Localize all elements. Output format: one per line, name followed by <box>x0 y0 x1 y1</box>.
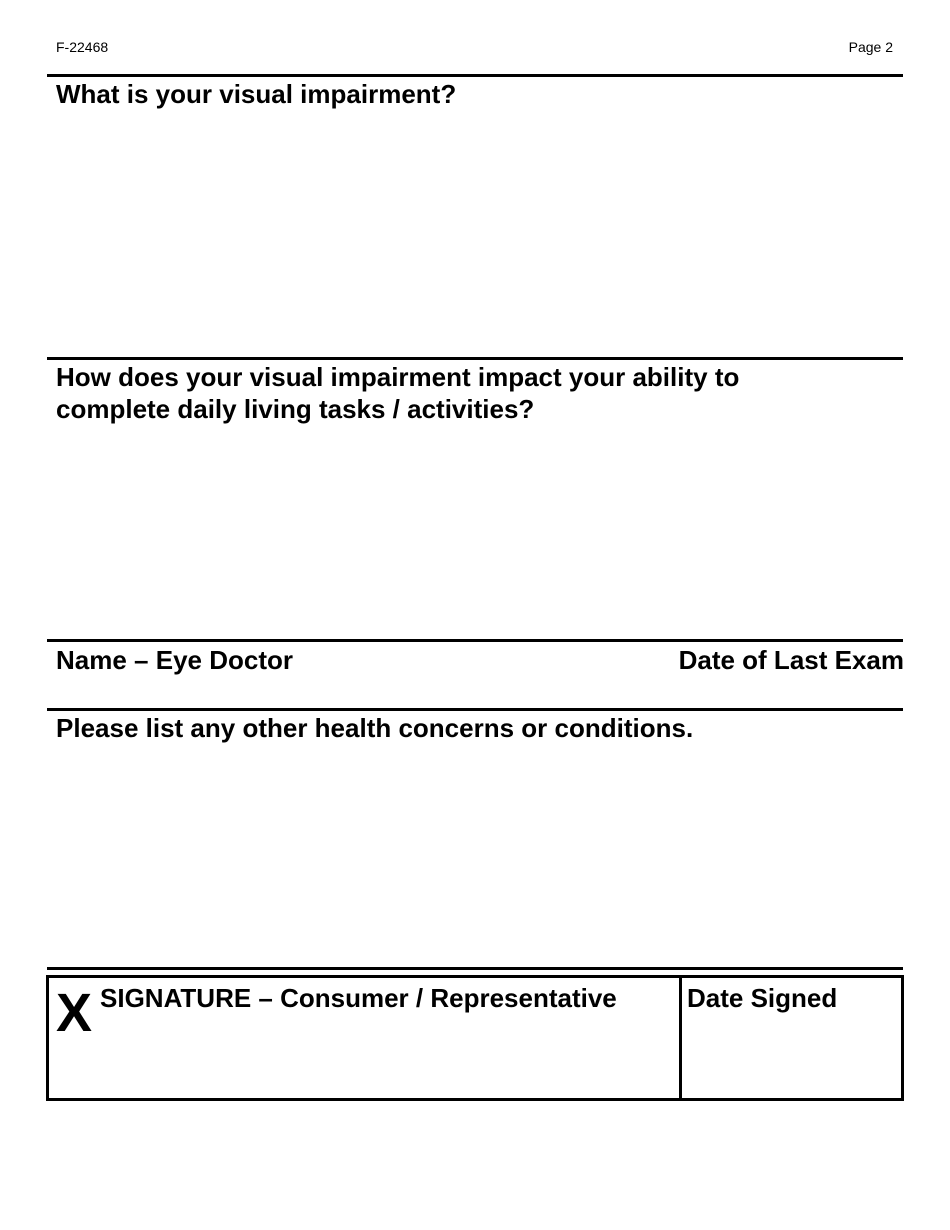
section-divider <box>47 639 903 642</box>
visual-impairment-answer-field[interactable] <box>50 114 900 352</box>
daily-impact-answer-field[interactable] <box>50 430 900 635</box>
daily-impact-question-line2: complete daily living tasks / activities? <box>56 394 535 424</box>
signature-x-mark: X <box>56 983 93 1043</box>
form-number: F-22468 <box>56 39 109 55</box>
signature-divider <box>679 978 682 1098</box>
section-divider <box>47 708 903 711</box>
signature-label: SIGNATURE – Consumer / Representative <box>100 983 617 1013</box>
signature-field[interactable] <box>100 1018 670 1092</box>
last-exam-date-label: Date of Last Exam <box>678 645 904 675</box>
health-concerns-answer-field[interactable] <box>50 750 900 962</box>
health-concerns-question: Please list any other health concerns or conditions. <box>56 713 694 743</box>
section-divider <box>47 74 903 77</box>
daily-impact-question-line1: How does your visual impairment impact your ability to <box>56 362 740 392</box>
visual-impairment-question: What is your visual impairment? <box>56 79 457 109</box>
signature-box <box>46 975 904 1101</box>
eye-doctor-answer-field[interactable] <box>50 678 900 704</box>
page-number: Page 2 <box>848 39 893 55</box>
eye-doctor-name-label: Name – Eye Doctor <box>56 645 293 675</box>
date-signed-label: Date Signed <box>687 983 838 1013</box>
date-signed-field[interactable] <box>687 1018 893 1092</box>
signature-top-rule <box>47 967 903 970</box>
section-divider <box>47 357 903 360</box>
